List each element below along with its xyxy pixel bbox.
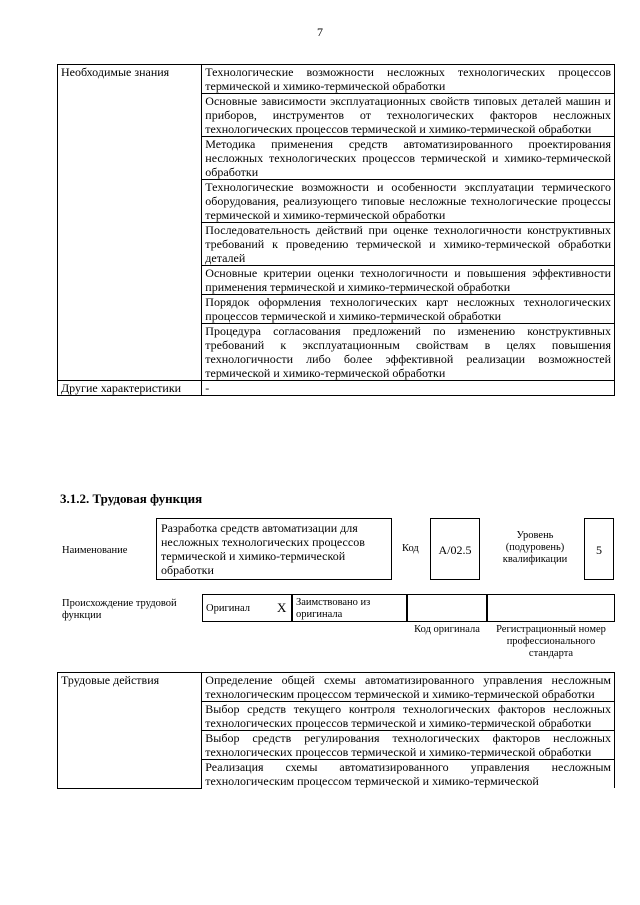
knowledge-item: Технологические возможности несложных технологических процессов термической и химико-термической обработки [202, 65, 615, 94]
level-label: Уровень (подуровень) квалификации [502, 530, 568, 565]
knowledge-item: Последовательность действий при оценке технологичности конструктивных требований к проведению термической и химико-термической обработки деталей [202, 223, 615, 266]
table-row [58, 65, 615, 94]
original-mark: X [277, 600, 287, 615]
knowledge-item: Основные критерии оценки технологичности и повышения эффективности применения термической и химико-термической обработки [202, 266, 615, 295]
action-item: Определение общей схемы автоматизированного управления несложным технологическим процессом термической и химико-термической обработки [202, 673, 615, 702]
table-row [58, 381, 615, 396]
code-label: Код [402, 543, 419, 554]
knowledge-label: Необходимые знания [58, 65, 202, 381]
knowledge-item: Основные зависимости эксплуатационных свойств типовых деталей машин и приборов, инструментов от технологических факторов несложных технологических процессов термической и химико-термической обработки [202, 94, 615, 137]
original-label: Оригинал [206, 603, 250, 614]
code-box [430, 518, 480, 580]
action-item: Реализация схемы автоматизированного управления несложным технологическим процессом термической и химико-термической [202, 760, 615, 789]
knowledge-item: Технологические возможности и особенности эксплуатации термического оборудования, реализующего типовые несложные технологические процессы термической и химико-термической обработки [202, 180, 615, 223]
reg-number-box [487, 594, 615, 622]
table-row [58, 673, 615, 702]
level-box [584, 518, 614, 580]
knowledge-item: Порядок оформления технологических карт несложных технологических процессов термической и химико-термической обработки [202, 295, 615, 324]
borrowed-box [292, 594, 407, 622]
origin-label: Происхождение трудовой функции [62, 598, 177, 621]
other-characteristics-value: - [202, 381, 615, 396]
actions-table [57, 672, 615, 789]
code-value: A/02.5 [438, 543, 472, 557]
section-title: 3.1.2. Трудовая функция [60, 491, 203, 506]
original-box [202, 594, 292, 622]
action-item: Выбор средств текущего контроля технологических факторов несложных технологических процессов термической и химико-термической обработки [202, 702, 615, 731]
code-original-box [407, 594, 487, 622]
page-number: 7 [317, 25, 323, 39]
code-original-caption: Код оригинала [414, 624, 480, 635]
actions-label: Трудовые действия [58, 673, 202, 789]
borrowed-label: Заимствовано из оригинала [296, 597, 371, 620]
level-value: 5 [596, 543, 602, 557]
other-characteristics-label: Другие характеристики [58, 381, 202, 396]
knowledge-item: Методика применения средств автоматизированного проектирования несложных технологических процессов термической и химико-термической обработки [202, 137, 615, 180]
action-item: Выбор средств регулирования технологических факторов несложных технологических процессов термической и химико-термической обработки [202, 731, 615, 760]
function-name-value: Разработка средств автоматизации для несложных технологических процессов термической и химико-термической обработки [161, 521, 365, 577]
reg-number-caption: Регистрационный номер профессионального стандарта [496, 624, 606, 659]
knowledge-table [57, 64, 615, 396]
knowledge-item: Процедура согласования предложений по изменению конструктивных требований к эксплуатационным свойствам в целях повышения технологичности либо более эффективной реализации возможностей термической и химико-термической обработки [202, 324, 615, 381]
name-label: Наименование [62, 545, 128, 556]
function-name-box [156, 518, 392, 580]
